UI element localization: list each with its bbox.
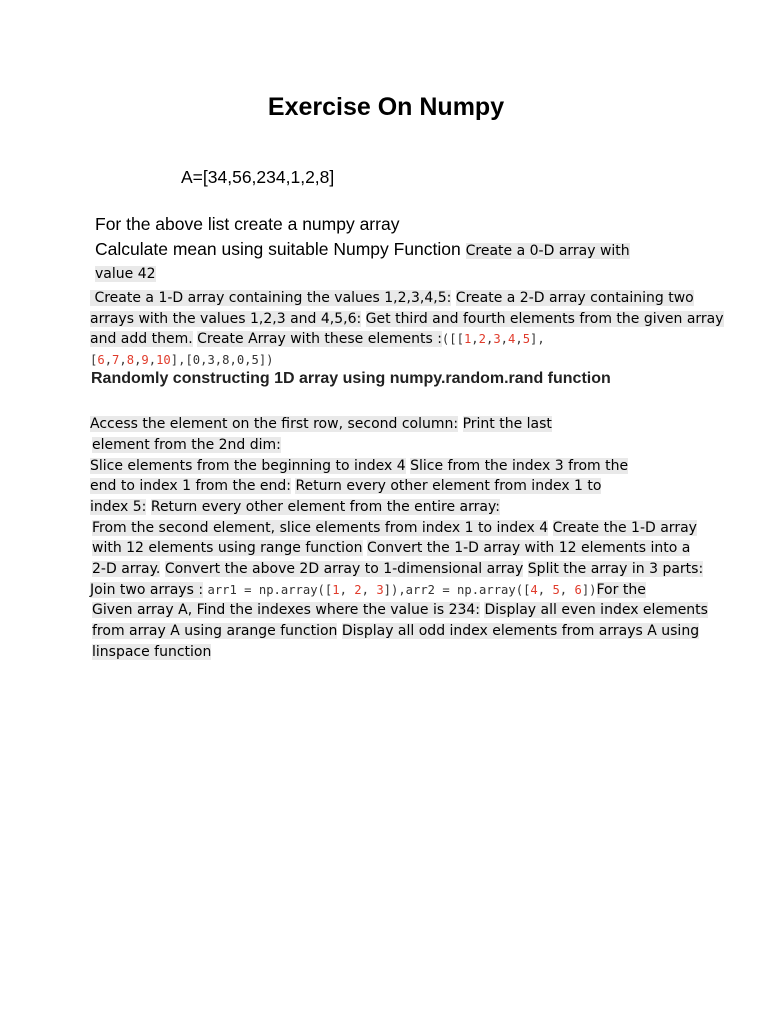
- task-even-line2: from array A using arange function: [92, 623, 338, 640]
- task-zero-d-line1: Create a 0-D array with: [465, 243, 630, 259]
- task-second-element: From the second element, slice elements from index 1 to index 4: [92, 519, 549, 536]
- task-print-last-line1: Print the last: [462, 416, 552, 432]
- paragraph-array-creation: [90, 288, 758, 370]
- task-every-other-line2: index 5:: [90, 499, 147, 516]
- task-split: Split the array in 3 parts:: [527, 560, 704, 577]
- code-array-row2: [6,7,8,9,10],[0,3,8,0,5]): [90, 352, 274, 367]
- task-create-array: For the above list create a numpy array: [95, 214, 400, 234]
- task-even-line1: Display all even index elements: [484, 602, 708, 619]
- task-slice-3-line2: end to index 1 from the end:: [90, 478, 291, 495]
- task-every-other-line1: Return every other element from index 1 to: [295, 478, 602, 495]
- task-zero-d-line2: [95, 264, 156, 285]
- page-title: Exercise On Numpy: [267, 93, 505, 121]
- task-print-last-line2: element from the 2nd dim:: [92, 436, 281, 453]
- task-slice-3-line1: Slice from the index 3 from the: [410, 457, 629, 474]
- task-join: Join two arrays :: [90, 581, 204, 598]
- task-create-elements: Create Array with these elements :: [197, 331, 442, 347]
- task-convert-2d-line2: 2-D array.: [92, 560, 161, 577]
- task-range-line1: Create the 1-D array: [552, 519, 697, 536]
- array-definition: A=[34,56,234,1,2,8]: [181, 167, 335, 187]
- paragraph-access: [90, 414, 758, 455]
- code-join-arrays: arr1 = np.array([1, 2, 3]),arr2 = np.array([4, 5, 6]): [207, 582, 597, 597]
- task-convert-2d-line1: Convert the 1-D array with 12 elements into a: [366, 540, 691, 557]
- task-every-other-all: Return every other element from the entire array:: [150, 499, 500, 516]
- task-flatten: Convert the above 2D array to 1-dimensional array: [164, 560, 524, 577]
- task-one-d: Create a 1-D array containing the values 1,2,3,4,5:: [94, 290, 452, 306]
- task-third-fourth-line1: Get third and fourth elements from the given array: [365, 310, 724, 327]
- task-odd-line2: linspace function: [92, 643, 212, 660]
- task-find-line1: For the: [596, 581, 646, 598]
- paragraph-range-and-more: [90, 518, 758, 663]
- task-range-line2: with 12 elements using range function: [92, 540, 363, 557]
- task-zero-d-text: value 42: [95, 266, 156, 282]
- task-odd-line1: Display all odd index elements from arrays A using: [341, 623, 700, 640]
- task-two-d-line2: arrays with the values 1,2,3 and 4,5,6:: [90, 310, 362, 327]
- code-array-row1: ([[1,2,3,4,5],: [441, 332, 545, 346]
- task-mean-label: Calculate mean using suitable Numpy Function: [95, 239, 461, 259]
- task-slice-4: Slice elements from the beginning to index 4: [90, 457, 406, 474]
- paragraph-slicing: [90, 456, 758, 518]
- task-access: Access the element on the first row, second column:: [90, 416, 459, 432]
- task-mean: [95, 238, 630, 262]
- task-find-line2: Given array A, Find the indexes where the value is 234:: [92, 602, 481, 619]
- task-third-fourth-line2: and add them.: [90, 331, 193, 347]
- section-heading-random: Randomly constructing 1D array using numpy.random.rand function: [91, 370, 611, 387]
- task-two-d-line1: Create a 2-D array containing two: [455, 290, 694, 306]
